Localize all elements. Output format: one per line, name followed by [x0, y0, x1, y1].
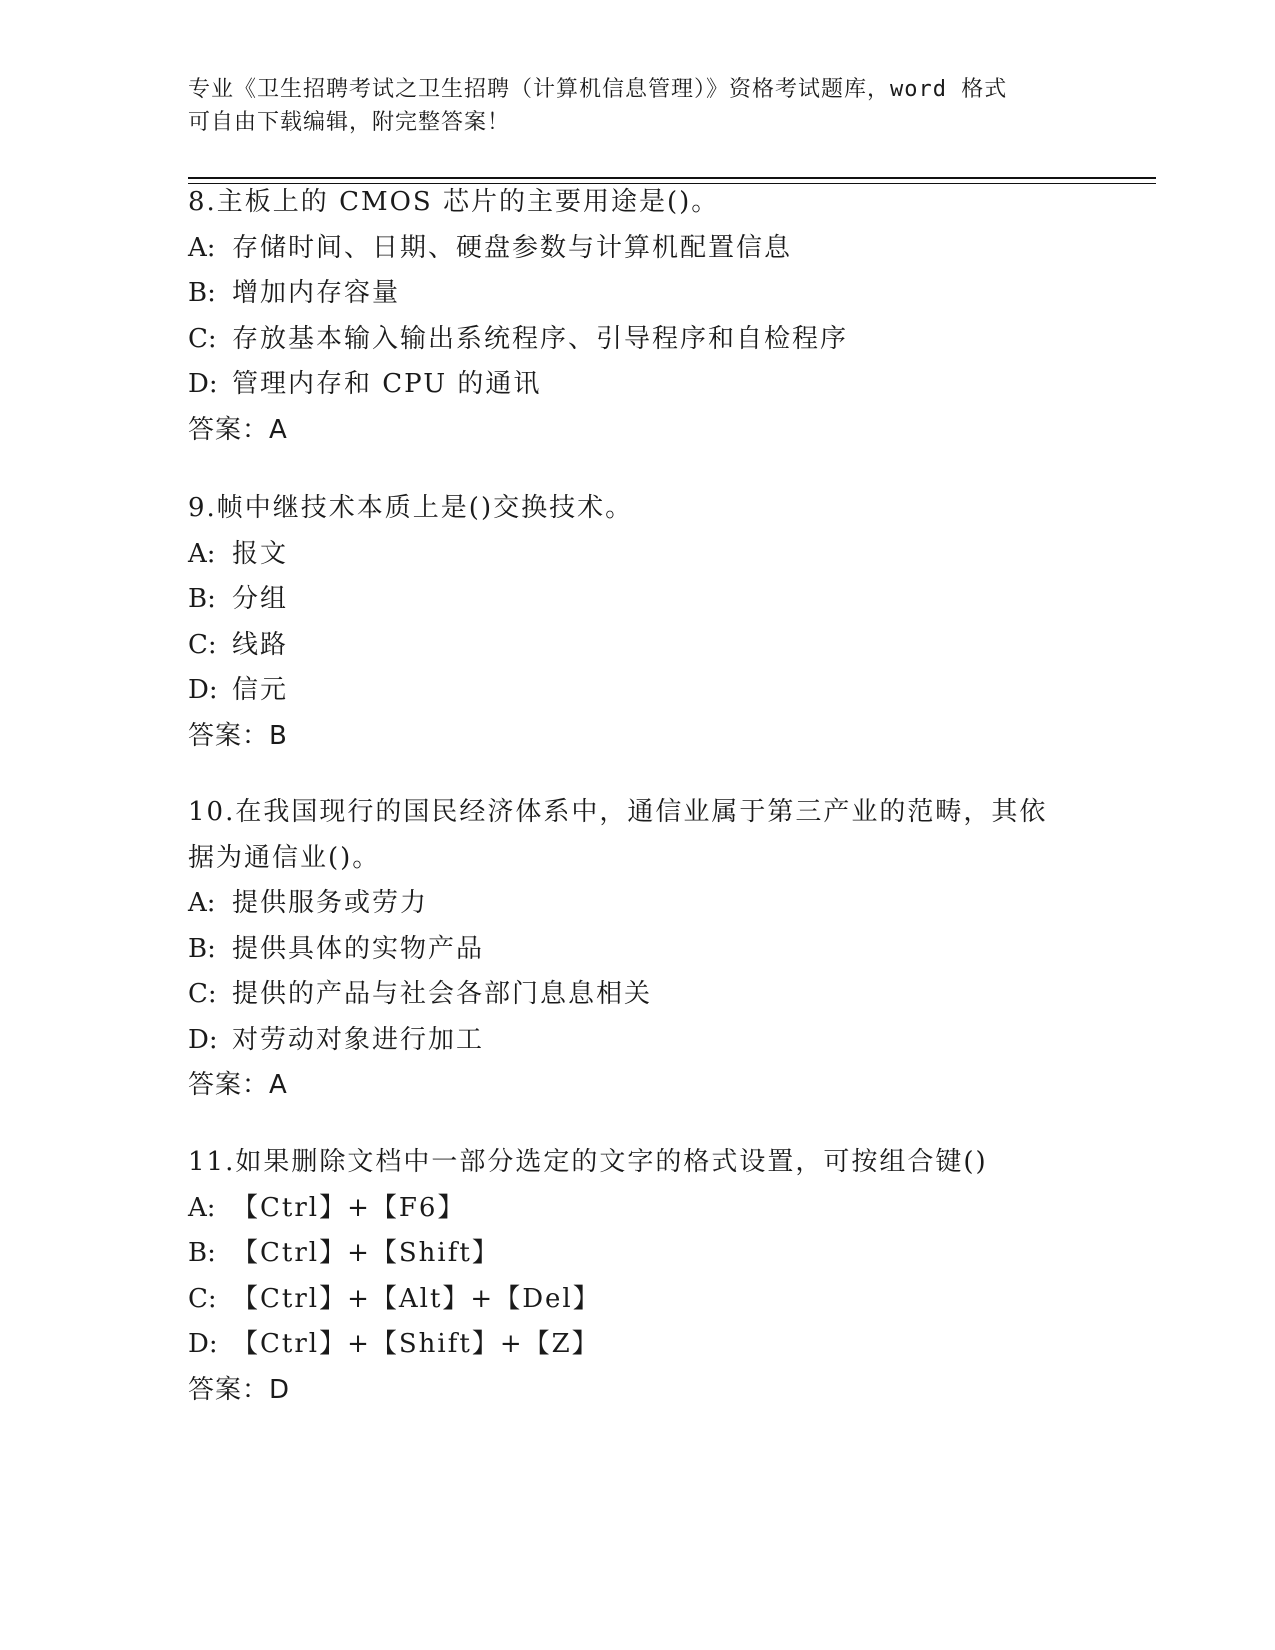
option-a: [188, 226, 1088, 272]
option-key: B:: [188, 933, 216, 964]
answer-line: 答案：A: [188, 1070, 288, 1100]
option-a: [188, 532, 1088, 578]
option-text: 存储时间、日期、硬盘参数与计算机配置信息: [232, 232, 793, 263]
option-text: 【Ctrl】+【Shift】+【Z】: [232, 1329, 600, 1359]
option-d: [188, 1322, 1088, 1368]
option-text: 提供具体的实物产品: [232, 933, 485, 964]
option-c: [188, 623, 1088, 669]
option-a: [188, 1186, 1088, 1232]
question-stem-line-1: 10.在我国现行的国民经济体系中，通信业属于第三产业的范畴，其依: [188, 797, 1048, 827]
option-text: 【Ctrl】+【Alt】+【Del】: [232, 1283, 601, 1314]
question-9: [188, 486, 1088, 759]
option-key: D:: [188, 369, 218, 399]
option-key: C:: [188, 979, 217, 1009]
option-text: 对劳动对象进行加工: [232, 1024, 485, 1055]
option-key: C:: [188, 323, 217, 354]
option-text: 信元: [232, 675, 289, 705]
option-text: 提供服务或劳力: [232, 888, 429, 918]
option-text: 【Ctrl】+【F6】: [232, 1192, 466, 1223]
question-stem: 9.帧中继技术本质上是()交换技术。: [188, 493, 634, 523]
header-divider-thick: [188, 177, 1156, 179]
option-key: D:: [188, 1329, 218, 1359]
option-c: [188, 317, 1088, 363]
option-text: 提供的产品与社会各部门息息相关: [232, 979, 653, 1009]
header-line-1: 专业《卫生招聘考试之卫生招聘（计算机信息管理）》资格考试题库，word 格式: [188, 77, 1008, 102]
option-key: C:: [188, 1283, 217, 1314]
option-b: [188, 271, 1088, 317]
option-key: A:: [188, 538, 216, 569]
option-d: [188, 1018, 1088, 1064]
option-d: [188, 362, 1088, 408]
question-10: [188, 790, 1088, 1109]
option-c: [188, 1277, 1088, 1323]
option-key: B:: [188, 584, 216, 614]
option-a: [188, 881, 1088, 927]
option-text: 线路: [232, 629, 289, 660]
answer-line: 答案：B: [188, 720, 288, 751]
answer-line: 答案：D: [188, 1374, 291, 1405]
option-key: A:: [188, 888, 216, 918]
option-text: 管理内存和 CPU 的通讯: [232, 369, 542, 399]
option-d: [188, 668, 1088, 714]
option-text: 报文: [232, 538, 289, 569]
option-key: B:: [188, 278, 216, 308]
question-stem: 11.如果删除文档中一部分选定的文字的格式设置，可按组合键(): [188, 1147, 988, 1177]
answer-line: 答案：A: [188, 414, 288, 445]
option-text: 分组: [232, 584, 289, 614]
question-11: [188, 1140, 1088, 1413]
option-c: [188, 972, 1088, 1018]
option-key: A:: [188, 1192, 216, 1223]
option-b: [188, 927, 1088, 973]
header-line-2: 可自由下载编辑，附完整答案！: [188, 110, 511, 135]
option-text: 存放基本输入输出系统程序、引导程序和自检程序: [232, 323, 849, 354]
option-text: 【Ctrl】+【Shift】: [232, 1238, 500, 1268]
question-8: [188, 180, 1088, 453]
option-b: [188, 1231, 1088, 1277]
option-text: 增加内存容量: [232, 278, 401, 308]
question-stem-line-2: 据为通信业()。: [188, 842, 381, 873]
option-b: [188, 577, 1088, 623]
option-key: D:: [188, 1024, 218, 1055]
option-key: A:: [188, 232, 216, 263]
option-key: D:: [188, 675, 218, 705]
option-key: B:: [188, 1238, 216, 1268]
question-stem: 8.主板上的 CMOS 芯片的主要用途是()。: [188, 187, 720, 217]
document-header: [188, 73, 1068, 139]
option-key: C:: [188, 629, 217, 660]
